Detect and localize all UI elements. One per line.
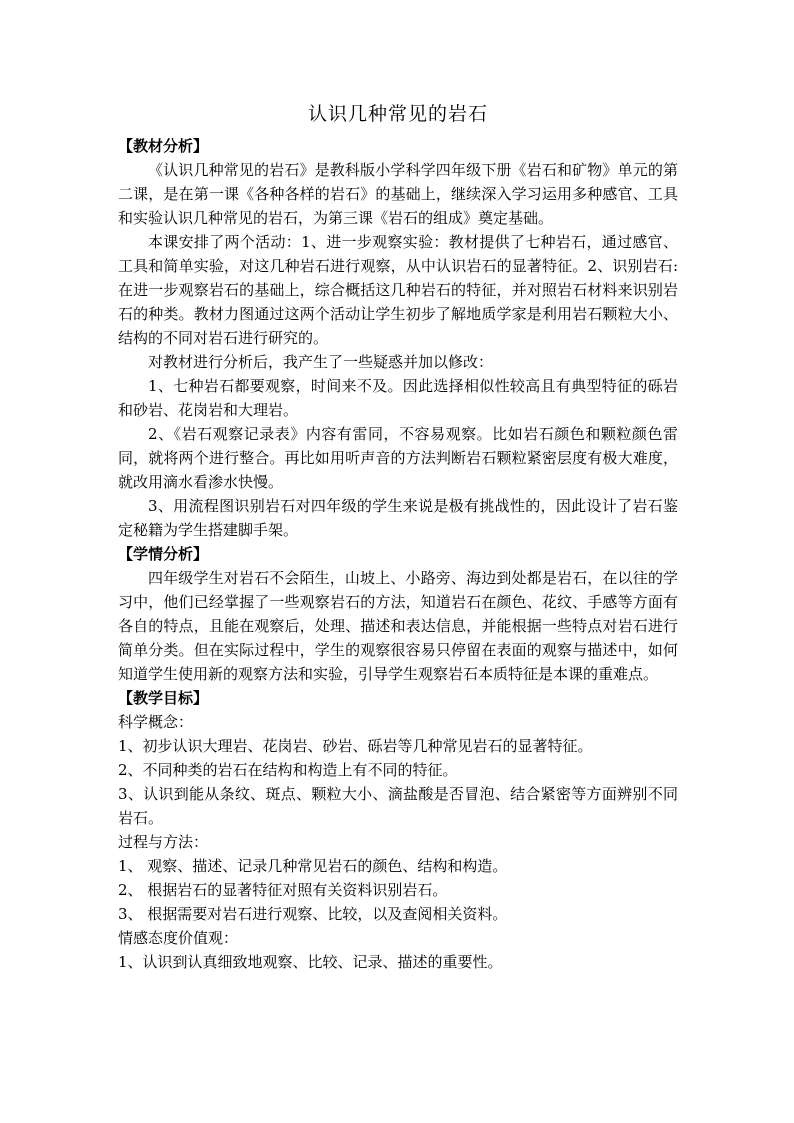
document-page [118,100,678,974]
paragraph: 本课安排了两个活动：1、进一步观察实验：教材提供了七种岩石，通过感官、工具和简单实验，对这几种岩石进行观察，从中认识岩石的显著特征。2、识别岩石:在进一步观察岩石的基础上，综合概括这几种岩石的特征，并对照岩石材料来识别岩石的种类。教材力图通过这两个活动让学生初步了解地质学家是利用岩石颗粒大小、结构的不同对岩石进行研究的。 [118,233,678,347]
section-heading-goals: 【教学目标】 [118,689,209,707]
paragraph: 3、用流程图识别岩石对四年级的学生来说是极有挑战性的，因此设计了岩石鉴定秘籍为学生搭建脚手架。 [118,497,678,539]
paragraph: 1、七种岩石都要观察，时间来不及。因此选择相似性较高且有典型特征的砾岩和砂岩、花岗岩和大理岩。 [118,377,678,419]
paragraph: 2、《岩石观察记录表》内容有雷同，不容易观察。比如岩石颜色和颗粒颜色雷同，就将两个进行整合。再比如用听声音的方法判断岩石颗粒紧密层度有极大难度，就改用滴水看渗水快慢。 [118,425,678,491]
list-item: 3、认识到能从条纹、斑点、颗粒大小、滴盐酸是否冒泡、结合紧密等方面辨别不同岩石。 [118,785,678,827]
attitude-label: 情感态度价值观： [118,929,239,947]
paragraph: 《认识几种常见的岩石》是教科版小学科学四年级下册《岩石和矿物》单元的第二课，是在第一课《各种各样的岩石》的基础上，继续深入学习运用多种感官、工具和实验认识几种常见的岩石，为第三课《岩石的组成》奠定基础。 [118,161,678,227]
process-label: 过程与方法： [118,833,209,851]
list-item: 1、 观察、描述、记录几种常见岩石的颜色、结构和构造。 [118,857,508,875]
list-item: 1、初步认识大理岩、花岗岩、砂岩、砾岩等几种常见岩石的显著特征。 [118,737,593,755]
section-heading-textbook: 【教材分析】 [118,137,209,155]
paragraph: 对教材进行分析后，我产生了一些疑惑并加以修改： [148,353,494,371]
list-item: 3、 根据需要对岩石进行观察、比较，以及查阅相关资料。 [118,905,508,923]
list-item: 2、不同种类的岩石在结构和构造上有不同的特征。 [118,761,458,779]
paragraph: 四年级学生对岩石不会陌生，山坡上、小路旁、海边到处都是岩石，在以往的学习中，他们已经掌握了一些观察岩石的方法，知道岩石在颜色、花纹、手感等方面有各自的特点，且能在观察后，处理、描述和表达信息，并能根据一些特点对岩石进行简单分类。但在实际过程中，学生的观察很容易只停留在表面的观察与描述中，如何知道学生使用新的观察方法和实验，引导学生观察岩石本质特征是本课的重难点。 [118,569,678,683]
list-item: 2、 根据岩石的显著特征对照有关资料识别岩石。 [118,881,448,899]
document-title: 认识几种常见的岩石 [307,103,488,125]
concepts-label: 科学概念： [118,713,194,731]
section-heading-learners: 【学情分析】 [118,545,209,563]
list-item: 1、认识到认真细致地观察、比较、记录、描述的重要性。 [118,953,503,971]
